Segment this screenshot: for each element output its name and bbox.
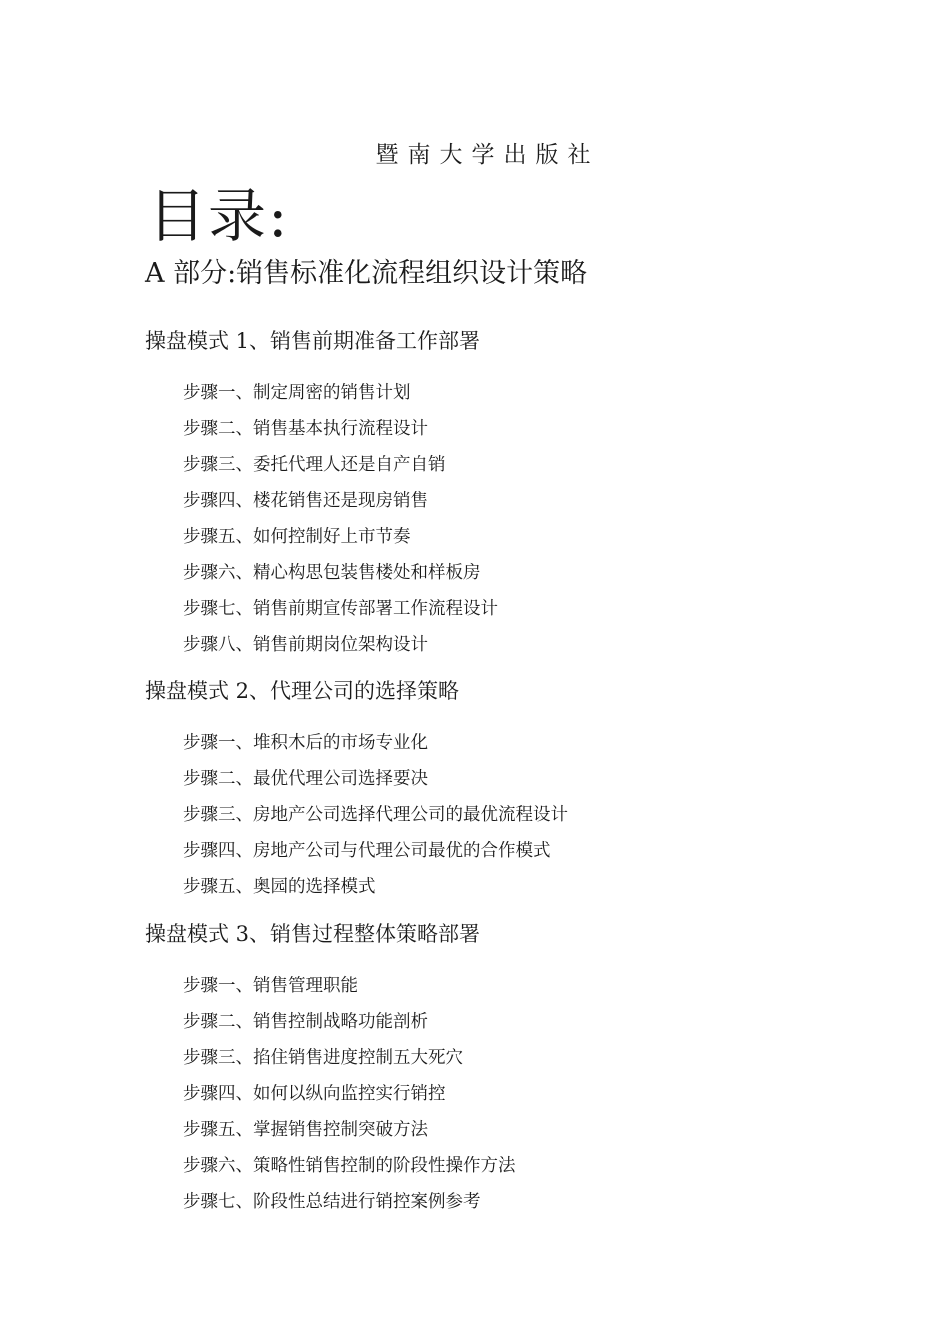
step-item: 步骤四、楼花销售还是现房销售	[183, 491, 428, 511]
step-list	[145, 725, 845, 905]
section-mode-2	[145, 676, 845, 905]
step-list	[145, 968, 845, 1220]
step-item: 步骤五、奥园的选择模式	[183, 877, 376, 897]
step-item: 步骤二、销售基本执行流程设计	[183, 419, 428, 439]
toc-heading: 目录:	[148, 182, 290, 250]
section-title: 操盘模式 1、销售前期准备工作部署	[145, 329, 481, 353]
step-item: 步骤七、阶段性总结进行销控案例参考	[183, 1192, 481, 1212]
publisher-name: 暨南大学出版社	[375, 142, 600, 168]
step-item: 步骤七、销售前期宣传部署工作流程设计	[183, 599, 498, 619]
step-item: 步骤六、精心构思包装售楼处和样板房	[183, 563, 481, 583]
section-title: 操盘模式 2、代理公司的选择策略	[145, 679, 460, 703]
section-title: 操盘模式 3、销售过程整体策略部署	[145, 922, 481, 946]
step-item: 步骤四、房地产公司与代理公司最优的合作模式	[183, 841, 551, 861]
section-mode-1	[145, 326, 845, 663]
step-item: 步骤一、堆积木后的市场专业化	[183, 733, 428, 753]
step-item: 步骤五、如何控制好上市节奏	[183, 527, 411, 547]
step-item: 步骤二、销售控制战略功能剖析	[183, 1012, 428, 1032]
step-item: 步骤一、销售管理职能	[183, 976, 358, 996]
step-item: 步骤三、房地产公司选择代理公司的最优流程设计	[183, 805, 568, 825]
step-item: 步骤三、掐住销售进度控制五大死穴	[183, 1048, 463, 1068]
part-a-title: A 部分:销售标准化流程组织设计策略	[145, 258, 588, 289]
step-item: 步骤八、销售前期岗位架构设计	[183, 635, 428, 655]
step-item: 步骤二、最优代理公司选择要决	[183, 769, 428, 789]
step-item: 步骤三、委托代理人还是自产自销	[183, 455, 446, 475]
step-item: 步骤一、制定周密的销售计划	[183, 383, 411, 403]
step-list	[145, 375, 845, 663]
section-mode-3	[145, 919, 845, 1220]
step-item: 步骤五、掌握销售控制突破方法	[183, 1120, 428, 1140]
step-item: 步骤四、如何以纵向监控实行销控	[183, 1084, 446, 1104]
step-item: 步骤六、策略性销售控制的阶段性操作方法	[183, 1156, 516, 1176]
